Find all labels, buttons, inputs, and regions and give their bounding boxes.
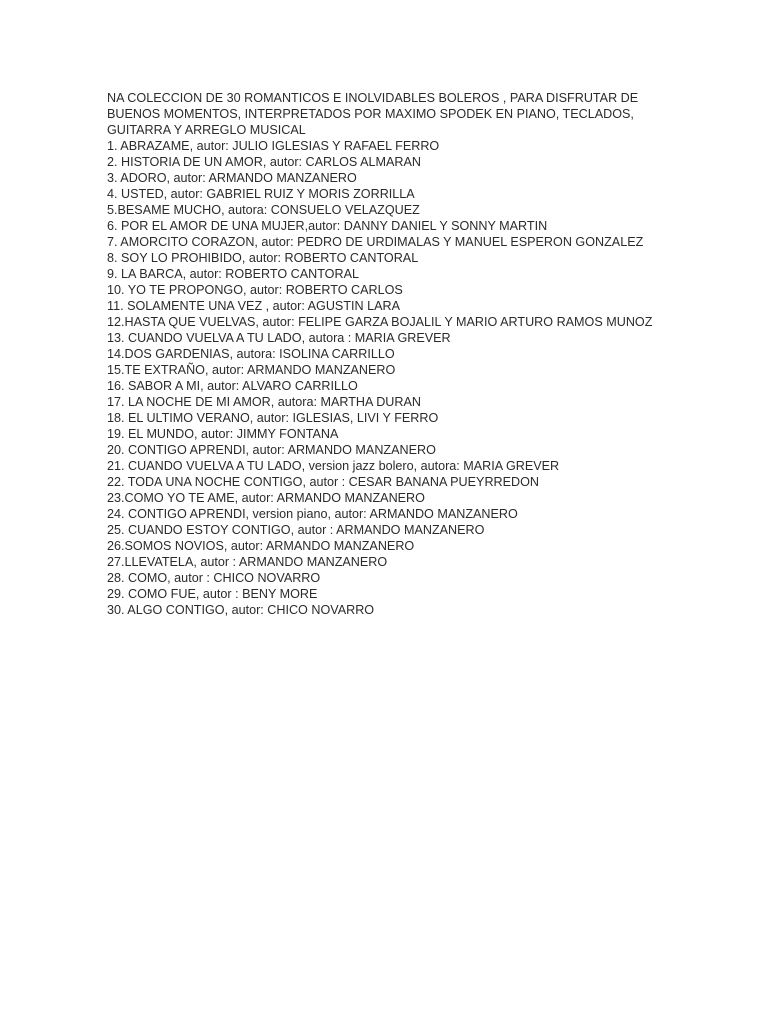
track-list (107, 138, 667, 618)
track-item: 4. USTED, autor: GABRIEL RUIZ Y MORIS ZORRILLA (107, 187, 415, 201)
track-item: 18. EL ULTIMO VERANO, autor: IGLESIAS, LIVI Y FERRO (107, 411, 439, 425)
track-item: 6. POR EL AMOR DE UNA MUJER,autor: DANNY DANIEL Y SONNY MARTIN (107, 219, 548, 233)
track-item: 3. ADORO, autor: ARMANDO MANZANERO (107, 171, 357, 185)
track-item: 7. AMORCITO CORAZON, autor: PEDRO DE URDIMALAS Y MANUEL ESPERON GONZALEZ (107, 235, 644, 249)
track-item: 22. TODA UNA NOCHE CONTIGO, autor : CESAR BANANA PUEYRREDON (107, 475, 540, 489)
track-item: 21. CUANDO VUELVA A TU LADO, version jazz bolero, autora: MARIA GREVER (107, 459, 560, 473)
document-body (107, 90, 667, 618)
track-item: 13. CUANDO VUELVA A TU LADO, autora : MARIA GREVER (107, 331, 451, 345)
track-item: 1. ABRAZAME, autor: JULIO IGLESIAS Y RAFAEL FERRO (107, 139, 440, 153)
track-item: 20. CONTIGO APRENDI, autor: ARMANDO MANZANERO (107, 443, 436, 457)
track-item: 19. EL MUNDO, autor: JIMMY FONTANA (107, 427, 339, 441)
track-item: 24. CONTIGO APRENDI, version piano, autor: ARMANDO MANZANERO (107, 507, 518, 521)
track-item: 16. SABOR A MI, autor: ALVARO CARRILLO (107, 379, 358, 393)
track-item: 29. COMO FUE, autor : BENY MORE (107, 587, 318, 601)
intro-paragraph: NA COLECCION DE 30 ROMANTICOS E INOLVIDABLES BOLEROS , PARA DISFRUTAR DE BUENOS MOMENTOS, INTERPRETADOS POR MAXIMO SPODEK EN PIANO, TECLADOS, GUITARRA Y ARREGLO MUSICAL (107, 91, 639, 137)
track-item: 27.LLEVATELA, autor : ARMANDO MANZANERO (107, 555, 388, 569)
track-item: 17. LA NOCHE DE MI AMOR, autora: MARTHA DURAN (107, 395, 421, 409)
track-item: 26.SOMOS NOVIOS, autor: ARMANDO MANZANERO (107, 539, 415, 553)
track-item: 23.COMO YO TE AME, autor: ARMANDO MANZANERO (107, 491, 425, 505)
track-item: 30. ALGO CONTIGO, autor: CHICO NOVARRO (107, 603, 375, 617)
track-item: 28. COMO, autor : CHICO NOVARRO (107, 571, 321, 585)
track-item: 8. SOY LO PROHIBIDO, autor: ROBERTO CANTORAL (107, 251, 419, 265)
track-item: 2. HISTORIA DE UN AMOR, autor: CARLOS ALMARAN (107, 155, 422, 169)
track-item: 12.HASTA QUE VUELVAS, autor: FELIPE GARZA BOJALIL Y MARIO ARTURO RAMOS MUNOZ (107, 315, 653, 329)
track-item: 14.DOS GARDENIAS, autora: ISOLINA CARRILLO (107, 347, 395, 361)
track-item: 15.TE EXTRAÑO, autor: ARMANDO MANZANERO (107, 363, 396, 377)
track-item: 25. CUANDO ESTOY CONTIGO, autor : ARMANDO MANZANERO (107, 523, 485, 537)
track-item: 9. LA BARCA, autor: ROBERTO CANTORAL (107, 267, 359, 281)
track-item: 10. YO TE PROPONGO, autor: ROBERTO CARLOS (107, 283, 403, 297)
track-item: 5.BESAME MUCHO, autora: CONSUELO VELAZQUEZ (107, 203, 420, 217)
track-item: 11. SOLAMENTE UNA VEZ , autor: AGUSTIN LARA (107, 299, 401, 313)
